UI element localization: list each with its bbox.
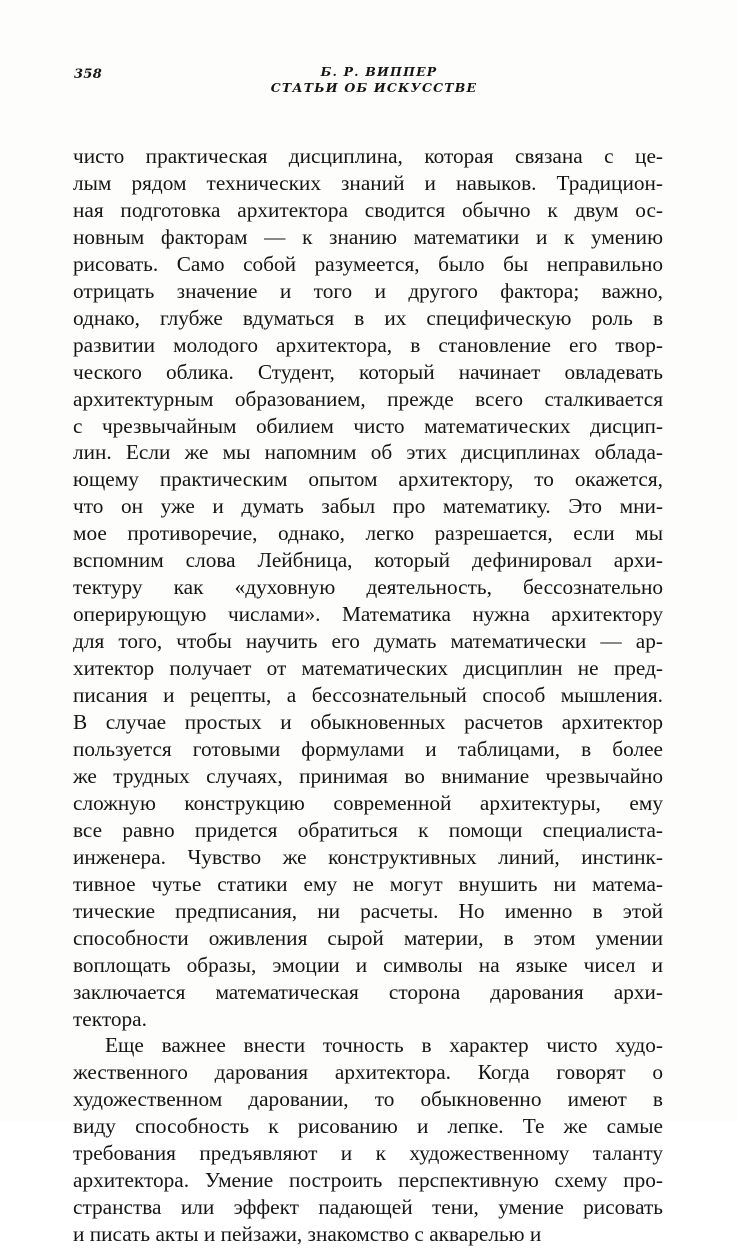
text-line: однако, глубже вдуматься в их специфическую роль в: [73, 305, 663, 330]
text-line: ческого облика. Студент, который начинает овладевать: [73, 359, 663, 384]
text-line: оперирующую числами». Математика нужна архитектору: [73, 602, 663, 627]
text-line: жественного дарования архитектора. Когда говорят о: [73, 1060, 663, 1085]
running-head: [74, 64, 664, 96]
text-line: художественном даровании, то обыкновенно имеют в: [73, 1087, 663, 1112]
text-line: развитии молодого архитектора, в становление его твор-: [73, 332, 663, 357]
text-line: тектора.: [73, 1006, 147, 1031]
text-line: инженера. Чувство же конструктивных линий, инстинк-: [73, 844, 663, 869]
text-line: лин. Если же мы напомним об этих дисциплинах облада-: [73, 440, 663, 465]
text-line: писания и рецепты, а бессознательный способ мышления.: [73, 683, 663, 708]
text-line: сложную конструкцию современной архитектуры, ему: [73, 790, 663, 815]
text-line: рисовать. Само собой разумеется, было бы неправильно: [73, 251, 663, 276]
text-line: пользуется готовыми формулами и таблицами, в более: [73, 736, 663, 761]
text-line: новным факторам — к знанию математики и к умению: [73, 224, 663, 249]
paragraph-2: [73, 1032, 663, 1248]
text-line: что он уже и думать забыл про математику. Это мни-: [73, 494, 663, 519]
paragraph-1: [73, 143, 663, 1032]
text-line: ная подготовка архитектора сводится обычно к двум ос-: [73, 197, 663, 222]
text-line: и писать акты и пейзажи, знакомство с акварелью и: [73, 1222, 542, 1247]
text-line: же трудных случаях, принимая во внимание чрезвычайно: [73, 763, 663, 788]
text-line: странства или эффект падающей тени, умение рисовать: [73, 1195, 663, 1220]
text-line: воплощать образы, эмоции и символы на языке чисел и: [73, 952, 663, 977]
text-line: архитектурным образованием, прежде всего сталкивается: [73, 386, 663, 411]
text-line: вспомним слова Лейбница, который дефинировал архи-: [73, 548, 663, 573]
text-line: лым рядом технических знаний и навыков. Традицион-: [73, 170, 663, 195]
text-line: для того, чтобы научить его думать математически — ар-: [73, 629, 663, 654]
text-line: чисто практическая дисциплина, которая связана с це-: [73, 144, 663, 168]
text-line: Еще важнее внести точность в характер чисто худо-: [105, 1033, 663, 1058]
text-line: хитектор получает от математических дисциплин не пред-: [73, 656, 663, 681]
running-head-title: СТАТЬИ ОБ ИСКУССТВЕ: [270, 80, 478, 95]
text-line: отрицать значение и того и другого фактора; важно,: [73, 278, 663, 303]
text-line: способности оживления сырой материи, в этом умении: [73, 925, 663, 950]
text-line: мое противоречие, однако, легко разрешается, если мы: [73, 521, 663, 546]
text-line: заключается математическая сторона дарования архи-: [73, 979, 663, 1004]
text-line: ющему практическим опытом архитектору, то окажется,: [73, 467, 663, 492]
text-line: с чрезвычайным обилием чисто математических дисцип-: [73, 413, 663, 438]
text-line: В случае простых и обыкновенных расчетов архитектор: [73, 710, 663, 735]
text-line: виду способность к рисованию и лепке. Те же самые: [73, 1114, 663, 1139]
text-line: все равно придется обратиться к помощи специалиста-: [73, 817, 663, 842]
body-text: [73, 143, 663, 1248]
text-line: тические предписания, ни расчеты. Но именно в этой: [73, 898, 663, 923]
page-number: 358: [74, 67, 103, 82]
text-line: тектуру как «духовную деятельность, бессознательно: [73, 575, 663, 600]
text-line: архитектора. Умение построить перспективную схему про-: [73, 1168, 663, 1193]
running-head-author: Б. Р. ВИППЕР: [320, 64, 438, 79]
text-line: требования предъявляют и к художественному таланту: [73, 1141, 663, 1166]
text-line: тивное чутье статики ему не могут внушить ни матема-: [73, 871, 663, 896]
